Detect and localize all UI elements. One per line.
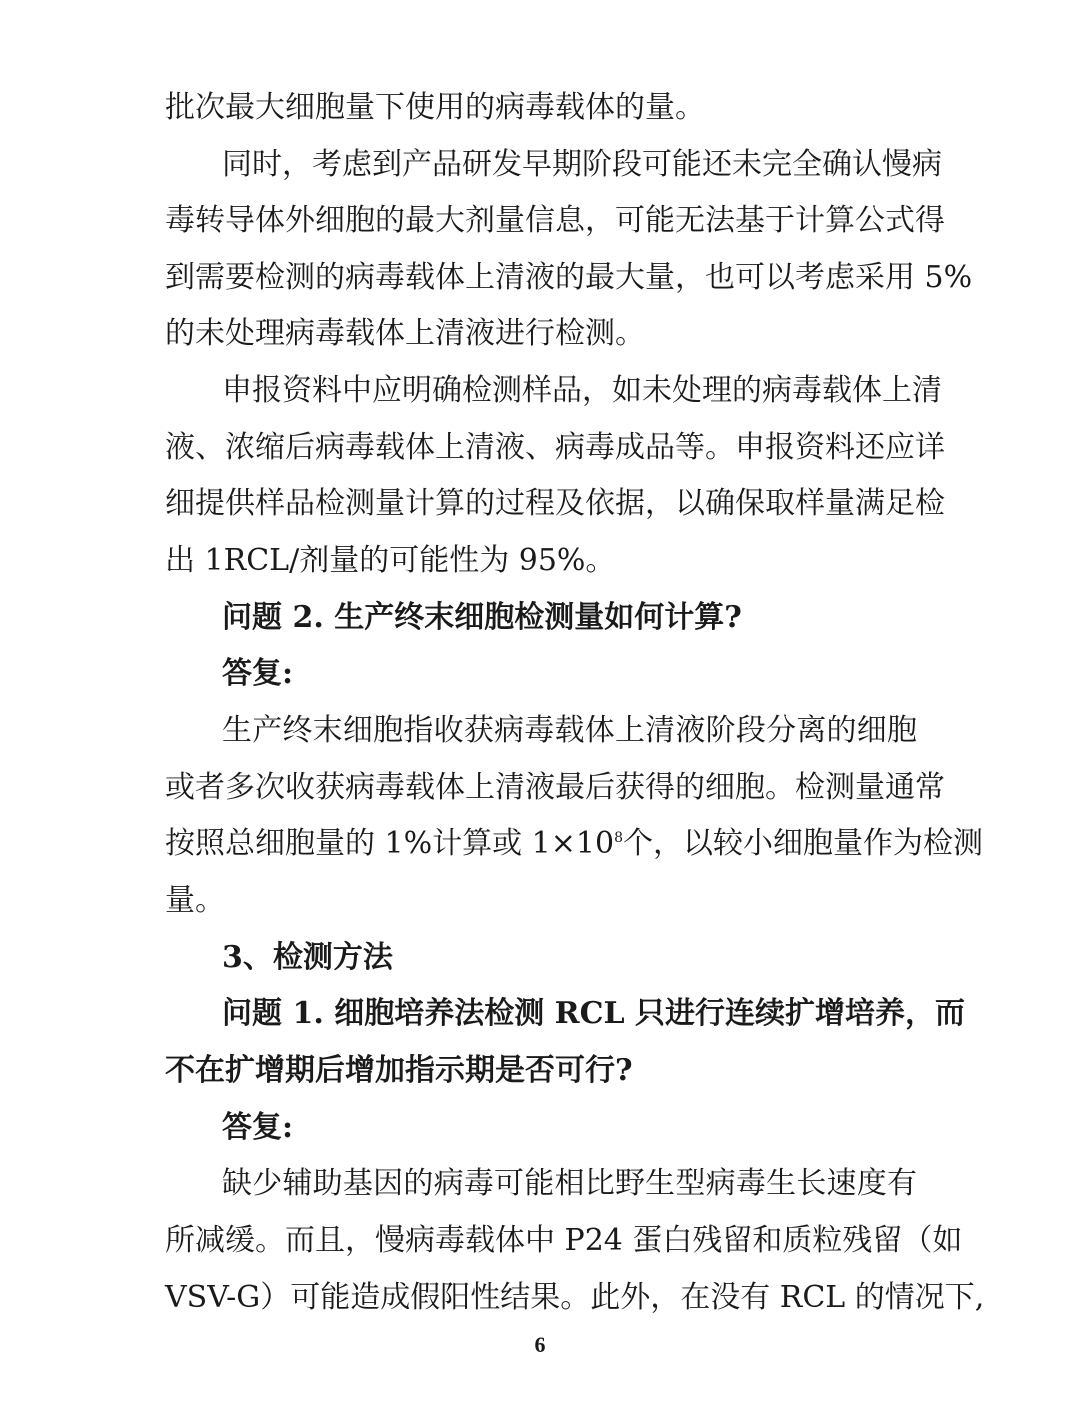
paragraph-4-line-2: 或者多次收获病毒载体上清液最后获得的细胞。检测量通常 [165, 770, 945, 805]
cell-count-text: 按照总细胞量的 1%计算或 1×10 [165, 826, 615, 861]
paragraph-5-line-2: 所减缓。而且，慢病毒载体中 P24 蛋白残留和质粒残留（如 [165, 1223, 963, 1258]
page-number: 6 [534, 1332, 546, 1357]
question-1-heading-line-2: 不在扩增期后增加指示期是否可行? [165, 1053, 633, 1088]
paragraph-4-line-1: 生产终末细胞指收获病毒载体上清液阶段分离的细胞 [222, 713, 917, 748]
paragraph-2-line-2: 毒转导体外细胞的最大剂量信息，可能无法基于计算公式得 [165, 203, 945, 238]
question-2-heading: 问题 2. 生产终末细胞检测量如何计算? [222, 600, 742, 635]
cell-count-text-tail: 个，以较小细胞量作为检测 [622, 826, 983, 861]
paragraph-1-line-1: 批次最大细胞量下使用的病毒载体的量。 [165, 90, 705, 125]
paragraph-3-line-1: 申报资料中应明确检测样品，如未处理的病毒载体上清 [222, 373, 942, 408]
paragraph-4-line-3 [165, 824, 983, 864]
paragraph-3-line-3: 细提供样品检测量计算的过程及依据，以确保取样量满足检 [165, 486, 945, 521]
paragraph-5-line-1: 缺少辅助基因的病毒可能相比野生型病毒生长速度有 [222, 1166, 917, 1201]
answer-label-2: 答复: [222, 1110, 294, 1145]
paragraph-2-line-1: 同时，考虑到产品研发早期阶段可能还未完全确认慢病 [222, 147, 942, 182]
answer-label-1: 答复: [222, 656, 294, 691]
paragraph-5-line-3: VSV-G）可能造成假阳性结果。此外，在没有 RCL 的情况下, [165, 1280, 985, 1315]
paragraph-2-line-4: 的未处理病毒载体上清液进行检测。 [165, 316, 645, 351]
paragraph-4-line-4: 量。 [165, 883, 225, 918]
paragraph-3-line-4: 出 1RCL/剂量的可能性为 95%。 [165, 543, 616, 578]
paragraph-2-line-3: 到需要检测的病毒载体上清液的最大量，也可以考虑采用 5% [165, 260, 973, 295]
question-1-heading-line-1: 问题 1. 细胞培养法检测 RCL 只进行连续扩增培养，而 [222, 996, 965, 1031]
section-3-heading: 3、检测方法 [222, 940, 393, 975]
paragraph-3-line-2: 液、浓缩后病毒载体上清液、病毒成品等。申报资料还应详 [165, 430, 945, 465]
exponent-superscript: 8 [614, 830, 623, 846]
